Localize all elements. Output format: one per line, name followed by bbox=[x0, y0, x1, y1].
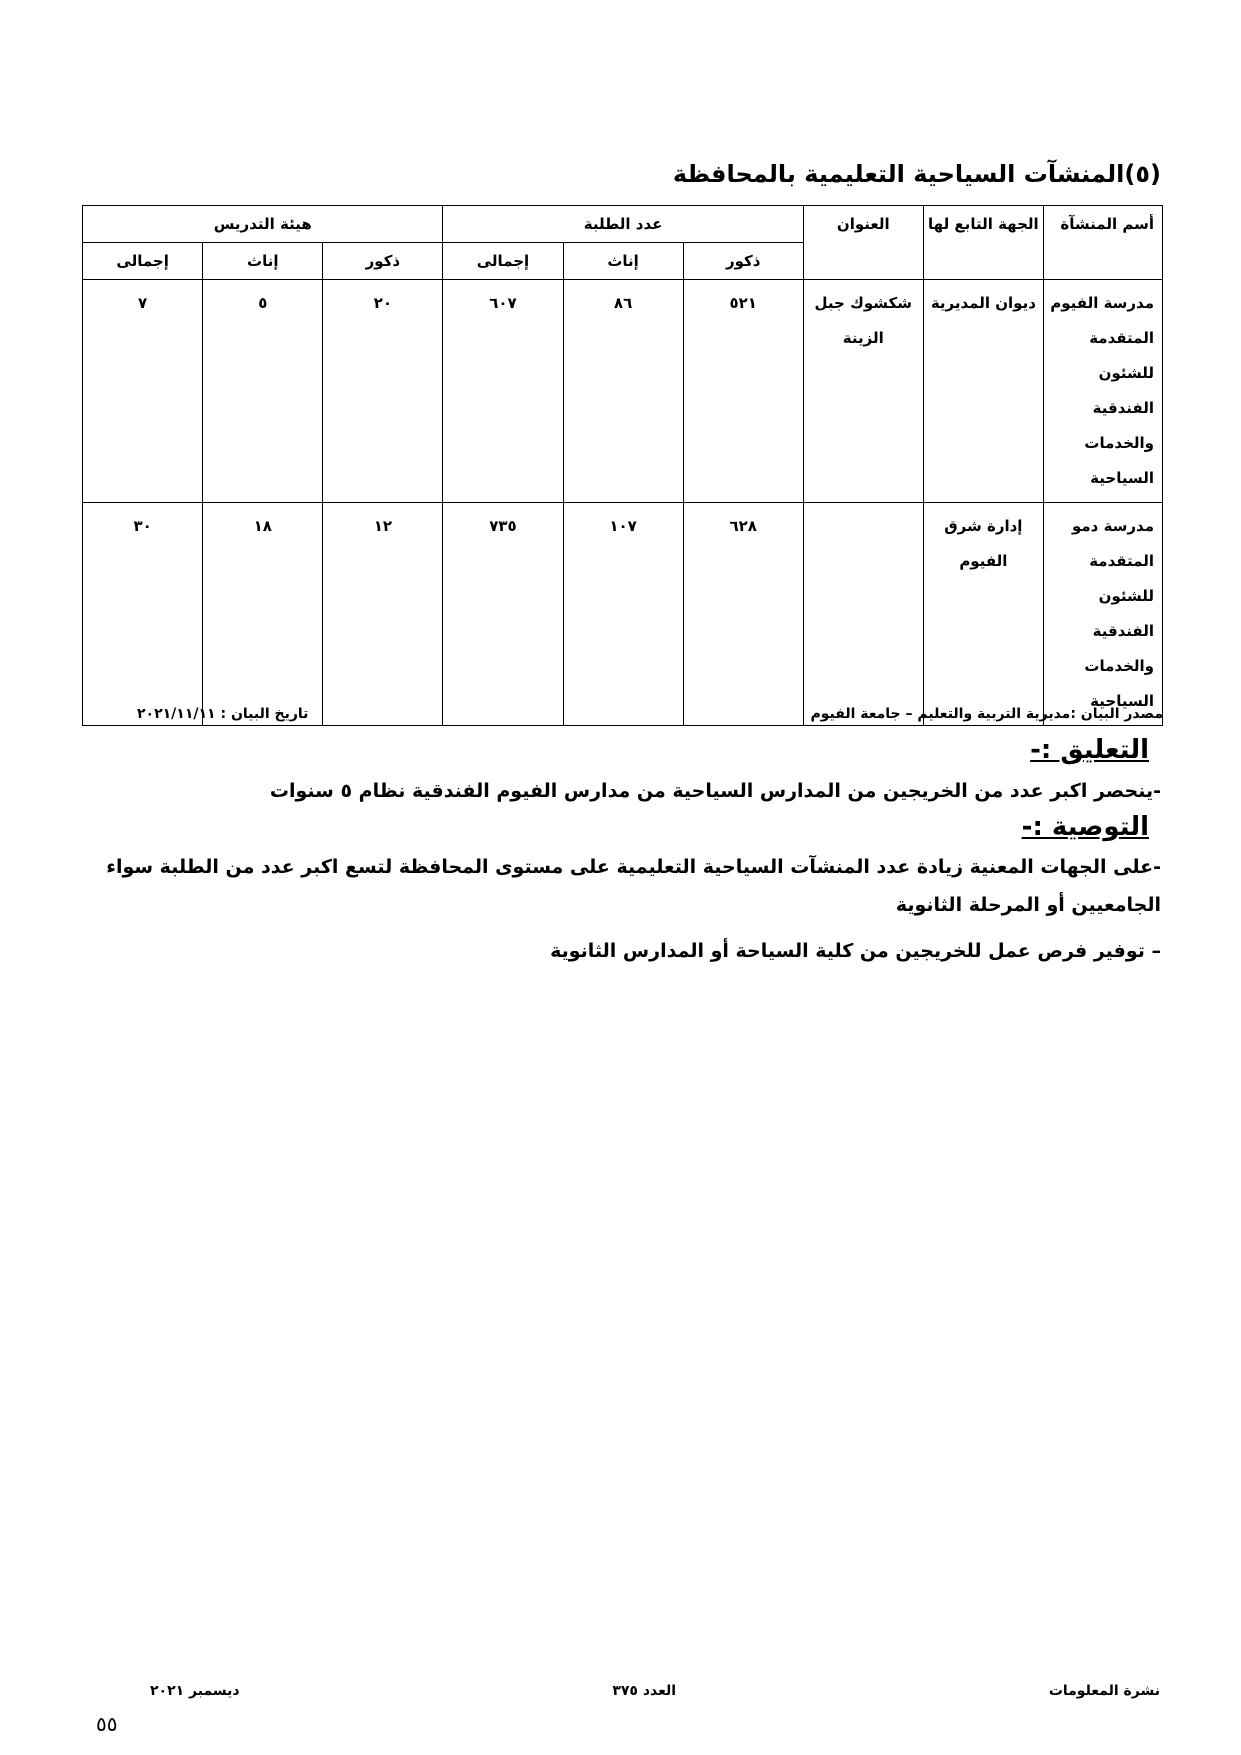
comment-heading: التعليق :- bbox=[1030, 735, 1149, 765]
cell-students-female: ٨٦ bbox=[563, 280, 683, 503]
cell-students-male: ٦٢٨ bbox=[683, 503, 803, 726]
section-title: (٥)المنشآت السياحية التعليمية بالمحافظة bbox=[672, 160, 1161, 188]
header-students: عدد الطلبة bbox=[443, 206, 803, 243]
source-line bbox=[82, 706, 1163, 722]
header-name: أسم المنشآة bbox=[1043, 206, 1162, 280]
header-staff-female: إناث bbox=[203, 243, 323, 280]
header-staff-male: ذكور bbox=[323, 243, 443, 280]
header-affiliation: الجهة التابع لها bbox=[923, 206, 1043, 280]
cell-students-male: ٥٢١ bbox=[683, 280, 803, 503]
cell-staff-female: ٥ bbox=[203, 280, 323, 503]
table-row bbox=[83, 503, 1163, 726]
facilities-table bbox=[82, 205, 1163, 726]
data-source: مصدر البيان :مديرية التربية والتعليم – جامعة الفيوم bbox=[810, 706, 1163, 722]
cell-staff-male: ١٢ bbox=[323, 503, 443, 726]
cell-students-female: ١٠٧ bbox=[563, 503, 683, 726]
page-number: ٥٥ bbox=[96, 1712, 118, 1736]
footer-issue: العدد ٣٧٥ bbox=[612, 1683, 677, 1699]
data-date: تاريخ البيان : ٢٠٢١/١١/١١ bbox=[137, 706, 309, 722]
cell-address bbox=[803, 503, 923, 726]
table-row bbox=[83, 280, 1163, 503]
cell-affiliation: إدارة شرق الفيوم bbox=[923, 503, 1043, 726]
header-address: العنوان bbox=[803, 206, 923, 280]
header-staff-total: إجمالى bbox=[83, 243, 203, 280]
page-footer bbox=[150, 1683, 1160, 1699]
footer-date: ديسمبر ٢٠٢١ bbox=[150, 1683, 240, 1699]
cell-staff-male: ٢٠ bbox=[323, 280, 443, 503]
comment-text: -ينحصر اكبر عدد من الخريجين من المدارس السياحية من مدارس الفيوم الفندقية نظام ٥ سنوات bbox=[269, 780, 1161, 802]
header-staff: هيئة التدريس bbox=[83, 206, 443, 243]
header-students-female: إناث bbox=[563, 243, 683, 280]
header-students-total: إجمالى bbox=[443, 243, 563, 280]
cell-address: شكشوك جبل الزينة bbox=[803, 280, 923, 503]
footer-publication: نشرة المعلومات bbox=[1048, 1683, 1160, 1699]
cell-affiliation: ديوان المديرية bbox=[923, 280, 1043, 503]
cell-name: مدرسة الفيوم المتقدمة للشئون الفندقية والخدمات السياحية bbox=[1043, 280, 1162, 503]
cell-staff-female: ١٨ bbox=[203, 503, 323, 726]
cell-students-total: ٧٣٥ bbox=[443, 503, 563, 726]
recommendation-2: – توفير فرص عمل للخريجين من كلية السياحة أو المدارس الثانوية bbox=[550, 940, 1161, 962]
header-students-male: ذكور bbox=[683, 243, 803, 280]
cell-name: مدرسة دمو المتقدمة للشئون الفندقية والخدمات السياحية bbox=[1043, 503, 1162, 726]
cell-students-total: ٦٠٧ bbox=[443, 280, 563, 503]
cell-staff-total: ٣٠ bbox=[83, 503, 203, 726]
recommendation-heading: التوصية :- bbox=[1021, 812, 1149, 842]
table-header-row bbox=[83, 206, 1163, 243]
cell-staff-total: ٧ bbox=[83, 280, 203, 503]
recommendation-1: -على الجهات المعنية زيادة عدد المنشآت السياحية التعليمية على مستوى المحافظة لتسع اكبر عدد من الطلبة سواء الجامعيين أو المرحلة الثانوية bbox=[106, 856, 1161, 916]
